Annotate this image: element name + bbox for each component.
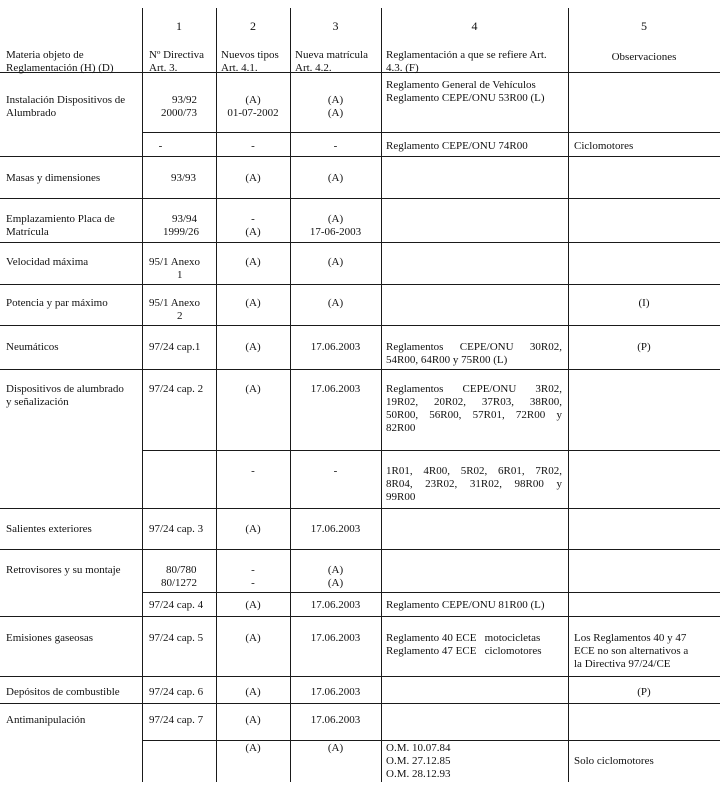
nueva-matricula-cell: 17.06.2003 — [310, 714, 361, 726]
nuevos-tipos-cell: - — [251, 564, 255, 576]
materia-cell: Potencia y par máximo — [6, 297, 108, 309]
reglamentacion-cell: O.M. 28.12.93 — [386, 768, 451, 780]
directiva-cell: 2000/73 — [161, 107, 198, 119]
directiva-cell: - — [158, 140, 163, 152]
column-number: 3 — [332, 19, 339, 33]
observaciones-cell: Solo ciclomotores — [574, 755, 654, 767]
column-divider — [568, 8, 569, 782]
reglamentacion-cell: 19R02, 20R02, 37R03, 38R00, — [386, 396, 562, 408]
materia-cell: Salientes exteriores — [6, 523, 92, 535]
reglamentacion-cell: 8R04, 23R02, 31R02, 98R00 y — [386, 478, 562, 490]
row-divider — [142, 132, 720, 133]
directiva-cell: 97/24 cap. 6 — [149, 686, 204, 698]
column-divider — [381, 8, 382, 782]
directiva-cell: 97/24 cap. 7 — [149, 714, 204, 726]
row-divider — [0, 284, 720, 285]
nueva-matricula-cell: 17.06.2003 — [310, 341, 361, 353]
column-number: 5 — [641, 19, 647, 33]
column-header: Reglamentación (H) (D) — [6, 62, 114, 74]
nueva-matricula-cell: (A) — [327, 297, 344, 309]
row-divider — [142, 592, 720, 593]
reglamentacion-cell: 99R00 — [386, 491, 416, 503]
column-header: Art. 4.2. — [295, 62, 332, 74]
nuevos-tipos-cell: (A) — [245, 256, 261, 268]
nueva-matricula-cell: 17.06.2003 — [310, 523, 361, 535]
directiva-cell: 1 — [177, 269, 183, 281]
row-divider — [142, 450, 720, 451]
directiva-cell: 93/93 — [171, 172, 197, 184]
nuevos-tipos-cell: (A) — [245, 94, 261, 106]
nuevos-tipos-cell: (A) — [245, 632, 261, 644]
column-header: 4.3. (F) — [386, 62, 419, 74]
directiva-cell: 97/24 cap.1 — [149, 341, 201, 353]
reglamentacion-cell: Reglamento 47 ECE ciclomotores — [386, 645, 542, 657]
directiva-cell: 95/1 Anexo — [149, 256, 201, 268]
directiva-cell: 97/24 cap. 4 — [149, 599, 204, 611]
nueva-matricula-cell: - — [333, 465, 338, 477]
nueva-matricula-cell: (A) — [327, 172, 344, 184]
materia-cell: Velocidad máxima — [6, 256, 89, 268]
nuevos-tipos-cell: (A) — [245, 686, 261, 698]
nuevos-tipos-cell: (A) — [245, 341, 261, 353]
directiva-cell: 97/24 cap. 3 — [149, 523, 204, 535]
nuevos-tipos-cell: (A) — [245, 714, 261, 726]
observaciones-cell: (I) — [638, 297, 650, 309]
reglamentacion-cell: 54R00, 64R00 y 75R00 (L) — [386, 354, 508, 366]
column-header: Reglamentación a que se refiere Art. — [386, 49, 547, 61]
nueva-matricula-cell: 17.06.2003 — [310, 383, 361, 395]
nuevos-tipos-cell: (A) — [245, 172, 261, 184]
nueva-matricula-cell: - — [333, 140, 338, 152]
reglamentacion-cell: O.M. 27.12.85 — [386, 755, 451, 767]
reglamentacion-cell: 50R00, 56R00, 57R01, 72R00 y — [386, 409, 562, 421]
column-number: 2 — [250, 19, 256, 33]
nuevos-tipos-cell: - — [251, 140, 255, 152]
directiva-cell: 80/780 — [166, 564, 197, 576]
materia-cell: Emplazamiento Placa de — [6, 213, 115, 225]
reglamentacion-cell: O.M. 10.07.84 — [386, 742, 451, 754]
materia-cell: y señalización — [6, 396, 69, 408]
row-divider — [0, 325, 720, 326]
nuevos-tipos-cell: - — [251, 577, 255, 589]
nuevos-tipos-cell: (A) — [245, 226, 261, 238]
nueva-matricula-cell: (A) — [327, 742, 344, 754]
directiva-cell: 2 — [177, 310, 183, 322]
directiva-cell: 95/1 Anexo — [149, 297, 201, 309]
reglamentacion-cell: Reglamento 40 ECE motocicletas — [386, 632, 541, 644]
row-divider — [0, 703, 720, 704]
row-divider — [0, 156, 720, 157]
row-divider — [0, 508, 720, 509]
row-divider — [0, 676, 720, 677]
materia-cell: Neumáticos — [6, 341, 59, 353]
reglamentacion-cell: Reglamento CEPE/ONU 81R00 (L) — [386, 599, 545, 611]
nueva-matricula-cell: (A) — [327, 564, 344, 576]
nueva-matricula-cell: 17.06.2003 — [310, 632, 361, 644]
nuevos-tipos-cell: (A) — [245, 297, 261, 309]
row-divider — [0, 616, 720, 617]
column-number: 4 — [471, 19, 478, 33]
materia-cell: Matrícula — [6, 226, 49, 238]
materia-cell: Antimanipulación — [6, 714, 86, 726]
observaciones-cell: Los Reglamentos 40 y 47 — [574, 632, 687, 644]
nuevos-tipos-cell: - — [251, 213, 255, 225]
nueva-matricula-cell: 17.06.2003 — [310, 599, 361, 611]
row-divider — [0, 242, 720, 243]
directiva-cell: 93/94 — [172, 213, 198, 225]
observaciones-cell: (P) — [637, 341, 651, 353]
reglamentacion-cell: 1R01, 4R00, 5R02, 6R01, 7R02, — [386, 465, 562, 477]
nueva-matricula-cell: 17.06.2003 — [310, 686, 361, 698]
nueva-matricula-cell: (A) — [327, 577, 344, 589]
nueva-matricula-cell: (A) — [327, 94, 344, 106]
materia-cell: Dispositivos de alumbrado — [6, 383, 124, 395]
reglamentacion-cell: Reglamentos CEPE/ONU 30R02, — [386, 341, 562, 353]
column-header: Art. 4.1. — [221, 62, 258, 74]
nueva-matricula-cell: (A) — [327, 107, 344, 119]
materia-cell: Depósitos de combustible — [6, 686, 120, 698]
materia-cell: Retrovisores y su montaje — [6, 564, 121, 576]
directiva-cell: 97/24 cap. 2 — [149, 383, 204, 395]
column-number: 1 — [176, 19, 182, 33]
nuevos-tipos-cell: (A) — [245, 523, 261, 535]
nueva-matricula-cell: (A) — [327, 213, 344, 225]
row-divider — [0, 549, 720, 550]
observaciones-cell: ECE no son alternativos a — [574, 645, 689, 657]
materia-cell: Emisiones gaseosas — [6, 632, 94, 644]
reglamentacion-cell: Reglamento CEPE/ONU 53R00 (L) — [386, 92, 545, 104]
column-header: Nº Directiva — [149, 49, 205, 61]
directiva-cell: 1999/26 — [163, 226, 200, 238]
directiva-cell: 97/24 cap. 5 — [149, 632, 204, 644]
column-header: Nueva matrícula — [295, 49, 368, 61]
reglamentacion-cell: Reglamento General de Vehículos — [386, 79, 536, 91]
nuevos-tipos-cell: (A) — [245, 383, 261, 395]
materia-cell: Instalación Dispositivos de — [6, 94, 126, 106]
column-header: Art. 3. — [149, 62, 178, 74]
observaciones-cell: la Directiva 97/24/CE — [574, 658, 671, 670]
row-divider — [0, 198, 720, 199]
directiva-cell: 93/92 — [172, 94, 198, 106]
directiva-cell: 80/1272 — [161, 577, 198, 589]
observaciones-cell: (P) — [637, 686, 651, 698]
nuevos-tipos-cell: 01-07-2002 — [227, 107, 279, 119]
nuevos-tipos-cell: - — [251, 465, 255, 477]
nueva-matricula-cell: (A) — [327, 256, 344, 268]
reglamentacion-cell: Reglamentos CEPE/ONU 3R02, — [386, 383, 562, 395]
row-divider — [0, 369, 720, 370]
column-header: Nuevos tipos — [221, 49, 279, 61]
column-header: Materia objeto de — [6, 49, 84, 61]
nueva-matricula-cell: 17-06-2003 — [309, 226, 362, 238]
reglamentacion-cell: 82R00 — [386, 422, 416, 434]
materia-cell: Masas y dimensiones — [6, 172, 101, 184]
materia-cell: Alumbrado — [6, 107, 57, 119]
nuevos-tipos-cell: (A) — [245, 742, 261, 754]
observaciones-cell: Ciclomotores — [574, 140, 634, 152]
column-divider — [142, 8, 143, 782]
column-header: Observaciones — [611, 51, 677, 63]
reglamentacion-cell: Reglamento CEPE/ONU 74R00 — [386, 140, 528, 152]
nuevos-tipos-cell: (A) — [245, 599, 261, 611]
